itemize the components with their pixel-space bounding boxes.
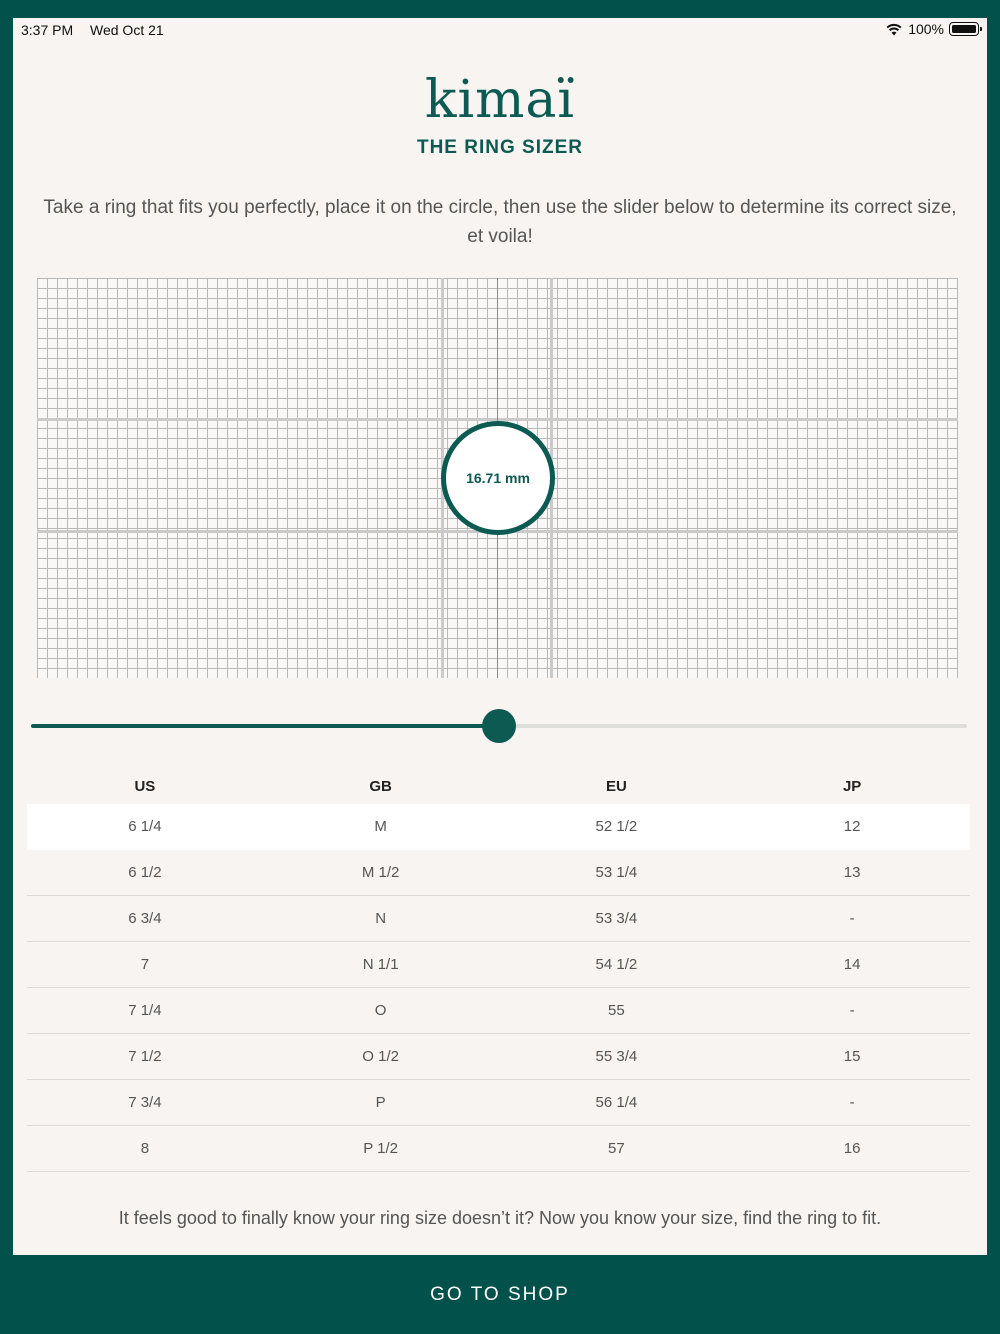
table-row[interactable]	[27, 896, 970, 942]
cell-eu: 54 1/2	[595, 956, 638, 973]
cell-eu: 56 1/4	[595, 1094, 638, 1111]
status-time: 3:37 PM	[21, 22, 74, 38]
cell-jp: 12	[843, 818, 861, 835]
cell-eu: 57	[608, 1140, 625, 1157]
page-title: THE RING SIZER	[416, 137, 583, 158]
cell-jp: 14	[843, 956, 861, 973]
cell-eu: 55	[608, 1002, 625, 1019]
brand-logo: kimaï	[424, 70, 576, 130]
cell-eu: 55 3/4	[595, 1048, 638, 1065]
cell-jp: 15	[843, 1048, 861, 1065]
size-slider[interactable]	[31, 724, 967, 728]
table-row[interactable]	[27, 804, 970, 850]
column-header-eu: EU	[605, 777, 627, 795]
status-right	[885, 21, 979, 37]
cell-us: 8	[140, 1140, 150, 1157]
cell-gb: N	[375, 910, 387, 927]
cell-gb: M	[374, 818, 387, 835]
table-row[interactable]	[27, 850, 970, 896]
cell-us: 7 3/4	[128, 1094, 162, 1111]
cell-us: 7 1/4	[128, 1002, 162, 1019]
cell-eu: 52 1/2	[595, 818, 638, 835]
battery-icon	[949, 22, 979, 36]
cell-gb: N 1/1	[362, 956, 399, 973]
slider-thumb[interactable]	[482, 709, 516, 743]
cell-us: 6 3/4	[128, 910, 162, 927]
cell-gb: O 1/2	[362, 1048, 399, 1065]
cell-gb: M 1/2	[361, 864, 400, 881]
ring-sizer-panel	[13, 18, 987, 1255]
cell-jp: 16	[843, 1140, 861, 1157]
ring-circle	[441, 421, 555, 535]
cell-us: 7	[140, 956, 150, 973]
cell-jp: -	[849, 1094, 855, 1111]
go-to-shop-button[interactable]: GO TO SHOP	[430, 1283, 570, 1305]
cell-eu: 53 3/4	[595, 910, 638, 927]
table-row[interactable]	[27, 988, 970, 1034]
cell-gb: O	[374, 1002, 387, 1019]
column-header-us: US	[134, 777, 156, 795]
cell-jp: -	[849, 910, 855, 927]
cell-eu: 53 1/4	[595, 864, 638, 881]
table-header	[27, 768, 970, 804]
size-table	[27, 768, 970, 1172]
column-header-gb: GB	[369, 777, 392, 795]
cell-gb: P	[375, 1094, 386, 1111]
table-row[interactable]	[27, 942, 970, 988]
footer-message: It feels good to finally know your ring size doesn’t it? Now you know your size, find the ring to fit.	[118, 1208, 882, 1228]
battery-percent: 100%	[908, 21, 944, 37]
cell-gb: P 1/2	[363, 1140, 398, 1157]
wifi-icon	[885, 22, 903, 36]
cell-us: 7 1/2	[128, 1048, 162, 1065]
status-bar	[13, 18, 987, 44]
ring-diameter-label: 16.71 mm	[466, 470, 530, 486]
cell-jp: 13	[843, 864, 861, 881]
table-row[interactable]	[27, 1034, 970, 1080]
table-row[interactable]	[27, 1080, 970, 1126]
cell-us: 6 1/4	[128, 818, 162, 835]
column-header-jp: JP	[842, 777, 862, 795]
status-date: Wed Oct 21	[90, 22, 164, 38]
cell-us: 6 1/2	[128, 864, 162, 881]
table-row[interactable]	[27, 1126, 970, 1172]
cell-jp: -	[849, 1002, 855, 1019]
instructions-text: Take a ring that fits you perfectly, place it on the circle, then use the slider below to determine its correct size, et voila!	[43, 197, 957, 247]
slider-fill	[31, 724, 499, 728]
